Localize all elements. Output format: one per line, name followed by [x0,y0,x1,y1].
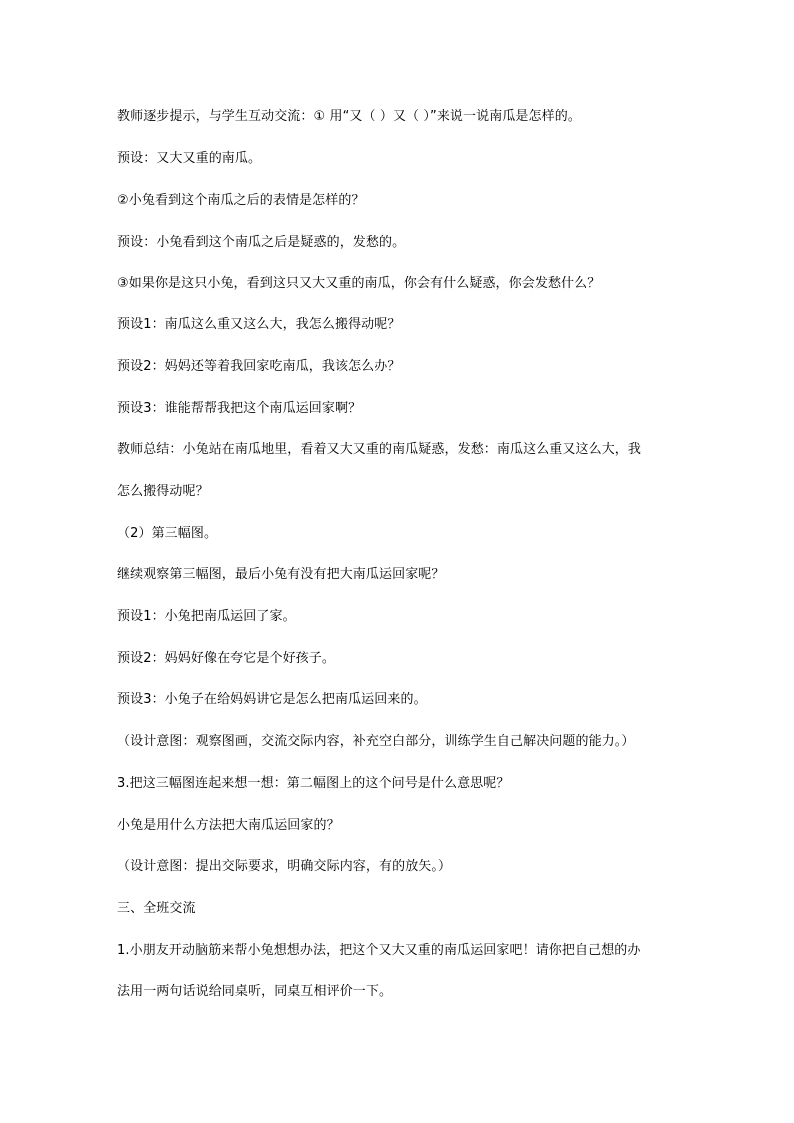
text-line-third-picture-heading: （2）第三幅图。 [117,526,218,541]
text-line-teacher-summary-cont: 怎么搬得动呢？ [117,484,209,499]
text-line-preset: 预设：又大又重的南瓜。 [117,151,262,166]
text-line-question-2: ②小兔看到这个南瓜之后的表情是怎样的？ [117,193,365,208]
text-line-observe-third: 继续观察第三幅图，最后小兔有没有把大南瓜运回家呢？ [117,567,445,582]
text-line-teacher-summary: 教师总结：小兔站在南瓜地里，看着又大又重的南瓜疑惑，发愁：南瓜这么重又这么大，我 [117,442,642,457]
text-line-question-3: ③如果你是这只小兔，看到这只又大又重的南瓜，你会有什么疑惑，你会发愁什么？ [117,276,601,291]
text-line-preset-2: 预设2：妈妈还等着我回家吃南瓜，我该怎么办？ [117,359,401,374]
text-line-preset-3: 预设3：小兔子在给妈妈讲它是怎么把南瓜运回来的。 [117,692,427,707]
section-heading-class-exchange: 三、全班交流 [117,901,196,916]
text-line-preset-2: 预设2：妈妈好像在夸它是个好孩子。 [117,651,335,666]
text-line-item-3: 3.把这三幅图连起来想一想：第二幅图上的这个问号是什么意思呢？ [117,776,510,791]
text-line-method-question: 小兔是用什么方法把大南瓜运回家的？ [117,818,340,833]
text-line-preset-3: 预设3：谁能帮帮我把这个南瓜运回家啊？ [117,401,362,416]
text-line-item-1: 1.小朋友开动脑筋来帮小兔想想办法，把这个又大又重的南瓜运回家吧！请你把自己想的办 [117,943,641,958]
text-line-design-intent: （设计意图：提出交际要求，明确交际内容，有的放矢。） [117,859,452,874]
text-line-preset: 预设：小兔看到这个南瓜之后是疑惑的，发愁的。 [117,235,406,250]
text-line-preset-1: 预设1：南瓜这么重又这么大，我怎么搬得动呢？ [117,317,401,332]
text-line-design-intent: （设计意图：观察图画，交流交际内容，补充空白部分，训练学生自己解决问题的能力。） [117,734,635,749]
text-line-preset-1: 预设1：小兔把南瓜运回了家。 [117,609,296,624]
text-line-teacher-prompt: 教师逐步提示，与学生互动交流：① 用“又（ ）又（ ）”来说一说南瓜是怎样的。 [117,109,581,124]
text-line-item-1-cont: 法用一两句话说给同桌听，同桌互相评价一下。 [117,984,393,999]
